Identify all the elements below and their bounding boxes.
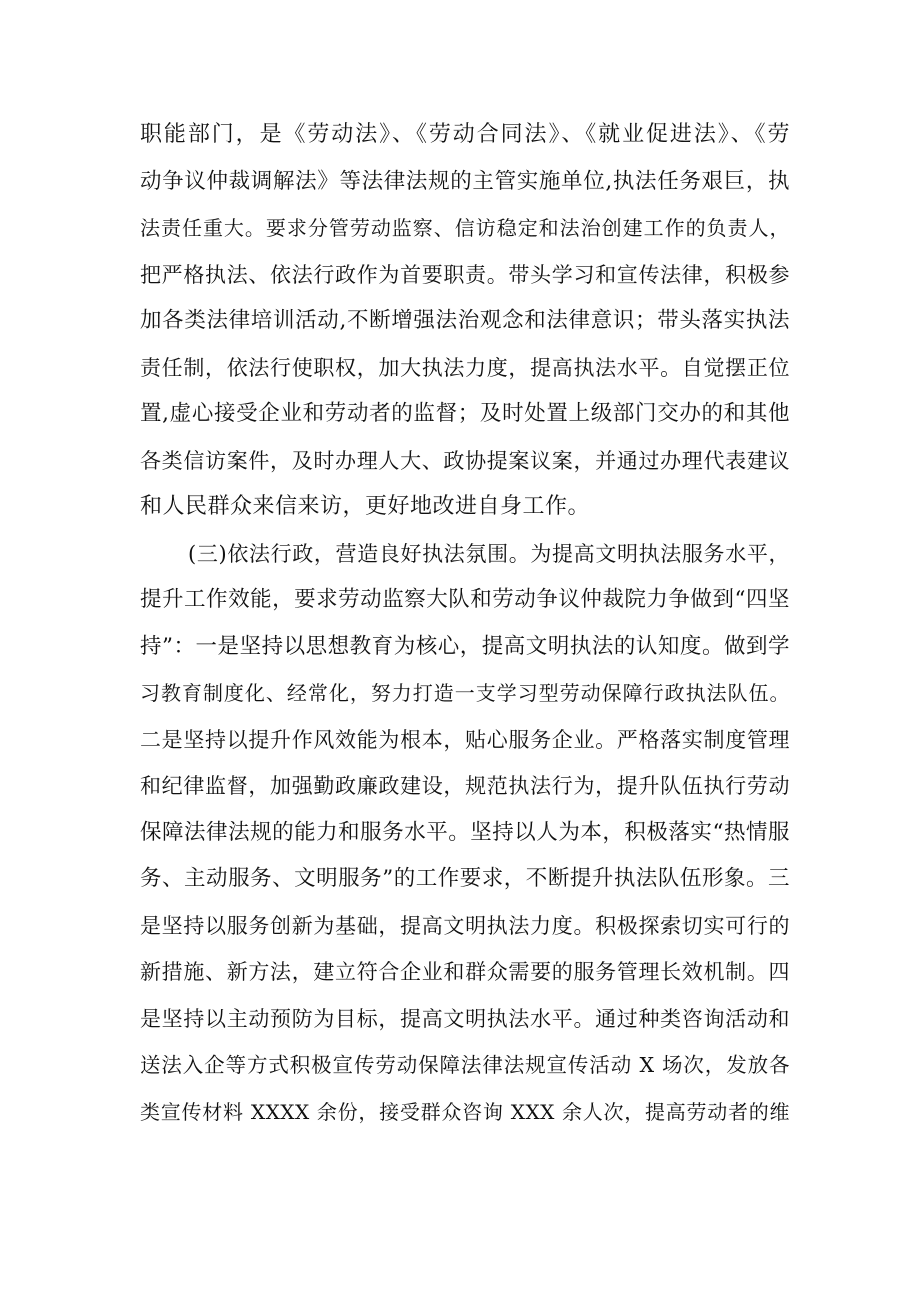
paragraph-end-line: 和人民群众来信来访，更好地改进自身工作。: [140, 494, 591, 519]
text-line: 二是坚持以提升作风效能为根本，贴心服务企业。严格落实制度管理: [140, 727, 790, 752]
text-line: 保障法律法规的能力和服务水平。坚持以人为本，积极落实“热情服: [140, 819, 790, 845]
text-line: 新措施、新方法，建立符合企业和群众需要的服务管理长效机制。四: [140, 960, 790, 984]
text-line: 把严格执法、依法行政作为首要职责。带头学习和宣传法律，积极参: [140, 262, 790, 287]
text-line: 送法入企等方式积极宣传劳动保障法律法规宣传活动 X 场次，发放各: [140, 1053, 790, 1077]
body-text: [140, 112, 790, 1135]
text-line: 务、主动服务、文明服务”的工作要求，不断提升执法队伍形象。三: [140, 866, 790, 891]
text-line: 是坚持以服务创新为基础，提高文明执法力度。积极探索切实可行的: [140, 913, 790, 938]
text-line: 责任制，依法行使职权，加大执法力度，提高执法水平。自觉摆正位: [140, 355, 790, 380]
section-heading-line: (三)依法行政，营造良好执法氛围。为提高文明执法服务水平，: [188, 541, 790, 566]
text-line: 加各类法律培训活动,不断增强法治观念和法律意识；带头落实执法: [140, 308, 790, 333]
text-line: 类宣传材料 XXXX 余份，接受群众咨询 XXX 余人次，提高劳动者的维: [140, 1099, 790, 1124]
text-line: 持”：一是坚持以思想教育为核心，提高文明执法的认知度。做到学: [140, 633, 790, 659]
text-line: 法责任重大。要求分管劳动监察、信访稳定和法治创建工作的负责人，: [140, 216, 790, 240]
text-line: 是坚持以主动预防为目标，提高文明执法水平。通过种类咨询活动和: [140, 1006, 790, 1031]
text-line: 职能部门，是《劳动法》、《劳动合同法》、《就业促进法》、《劳: [140, 122, 790, 147]
text-line: 习教育制度化、经常化，努力打造一支学习型劳动保障行政执法队伍。: [140, 681, 790, 705]
text-line: 提升工作效能，要求劳动监察大队和劳动争议仲裁院力争做到“四坚: [140, 587, 790, 612]
text-line: 和纪律监督，加强勤政廉政建设，规范执法行为，提升队伍执行劳动: [140, 774, 790, 798]
text-line: 动争议仲裁调解法》等法律法规的主管实施单位,执法任务艰巨，执: [140, 168, 790, 194]
text-line: 各类信访案件，及时办理人大、政协提案议案，并通过办理代表建议: [140, 448, 790, 473]
text-line: 置,虚心接受企业和劳动者的监督；及时处置上级部门交办的和其他: [140, 401, 790, 426]
